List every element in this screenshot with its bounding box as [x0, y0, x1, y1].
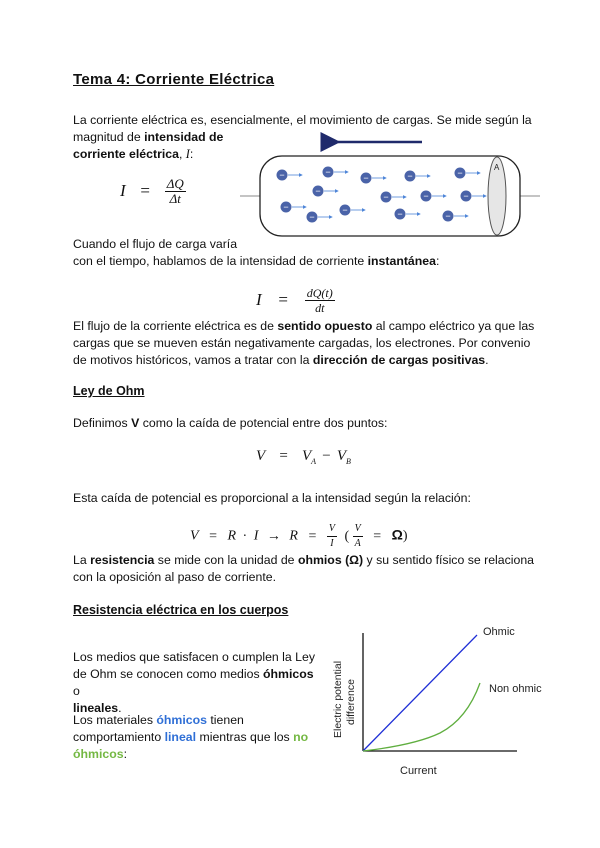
intro-var: I: [185, 147, 190, 161]
formula-intensity: [120, 177, 186, 206]
fraction-num: V: [327, 522, 337, 537]
formula-voltage: [256, 447, 351, 466]
svg-text:−: −: [363, 173, 369, 183]
flow-text: con el tiempo, hablamos de la intensidad de corriente: [73, 254, 368, 268]
cross-section-label: A: [494, 163, 500, 172]
materials-colon: :: [123, 747, 127, 761]
intro-colon: :: [189, 147, 194, 161]
materials-text-2: tienen: [206, 713, 244, 727]
formula-i: I: [253, 528, 259, 544]
intro-line-1: La corriente eléctrica es, esencialmente, el movimiento de cargas. Se mide según la: [73, 113, 532, 127]
fraction-num: dQ(t): [306, 286, 333, 300]
arrow-icon: →: [266, 528, 281, 544]
formula-lhs: I: [120, 180, 126, 200]
svg-text:−: −: [445, 211, 451, 221]
formula-eq-3: =: [373, 528, 382, 544]
ohm-def-text: Definimos: [73, 416, 132, 430]
formula-dot: ·: [242, 528, 248, 544]
resist-bold: resistencia: [90, 553, 155, 567]
ohmic-label: Ohmic: [483, 626, 515, 638]
formula-paren-open: (: [344, 528, 350, 544]
resist-line-2: con la oposición al paso de corriente.: [73, 570, 277, 584]
resistance-paragraph: [73, 552, 543, 586]
y-axis-label-1: Electric potential: [332, 660, 344, 738]
intro-bold: intensidad de: [144, 130, 224, 144]
media-line-1: Los medios que satisfacen o cumplen la Ley: [73, 650, 315, 664]
resist-line-1: [73, 552, 543, 569]
materials-ohmic: óhmicos: [156, 713, 207, 727]
formula-minus: −: [322, 448, 331, 464]
formula-fraction: [327, 522, 337, 551]
flow-line-2: [73, 253, 533, 270]
media-period: .: [118, 701, 122, 715]
media-paragraph: [73, 649, 323, 717]
formula-resistance: [190, 522, 408, 551]
svg-text:−: −: [315, 186, 321, 196]
materials-nonohmic: óhmicos: [73, 747, 124, 761]
formula-lhs: V: [256, 448, 266, 464]
svg-text:−: −: [383, 192, 389, 202]
ohmic-graph: [325, 615, 580, 780]
direction-bold-2: dirección de cargas positivas: [312, 353, 486, 367]
materials-paragraph: [73, 712, 323, 763]
fraction-den: dt: [315, 301, 325, 315]
materials-text-4: mientras que los: [196, 730, 294, 744]
intro-bold-2: corriente eléctrica: [73, 147, 179, 161]
svg-text:−: −: [397, 209, 403, 219]
svg-text:−: −: [325, 167, 331, 177]
direction-text-3: de motivos históricos, vamos a tratar con la: [73, 353, 313, 367]
svg-text:−: −: [309, 212, 315, 222]
formula-eq: =: [278, 289, 288, 309]
intro-sep: ,: [178, 147, 186, 161]
nonohmic-curve: [363, 683, 480, 751]
page-title: Tema 4: Corriente Eléctrica: [73, 71, 275, 88]
direction-line-2: cargas que se mueven están negativamente cargadas, los electrones. Por convenio: [73, 336, 531, 350]
materials-line-3: [73, 746, 323, 763]
intro-text: magnitud de: [73, 130, 145, 144]
formula-eq-2: =: [308, 528, 317, 544]
media-text: de Ohm se conocen como medios: [73, 667, 264, 681]
fraction-den: A: [354, 538, 361, 549]
fraction-den: I: [330, 538, 334, 549]
svg-text:−: −: [407, 171, 413, 181]
ohm-def-bold: V: [131, 416, 140, 430]
resist-bold-2: ohmios (Ω): [297, 553, 364, 567]
nonohmic-label: Non ohmic: [489, 683, 542, 695]
flow-bold: instantánea: [367, 254, 436, 268]
formula-r: R: [227, 528, 237, 544]
ohmic-line: [363, 635, 477, 751]
svg-text:−: −: [283, 202, 289, 212]
resist-text: La: [73, 553, 91, 567]
formula-fraction: [165, 177, 186, 206]
direction-line-3: [73, 352, 543, 369]
media-line-2: [73, 666, 323, 700]
materials-no: no: [293, 730, 309, 744]
direction-line-1: [73, 318, 543, 335]
formula-lhs: I: [256, 289, 262, 309]
wire-diagram: [240, 130, 540, 245]
resist-text-3: y su sentido físico se relaciona: [363, 553, 535, 567]
fraction-num: ΔQ: [166, 176, 184, 191]
materials-line-2: [73, 729, 323, 746]
fraction-den: Δt: [169, 191, 181, 206]
formula-va: V: [301, 448, 312, 464]
formula-lhs: V: [190, 528, 199, 544]
y-axis-label-2: difference: [345, 679, 357, 725]
bodies-heading: Resistencia eléctrica en los cuerpos: [73, 603, 289, 617]
svg-text:−: −: [342, 205, 348, 215]
resist-text-2: se mide con la unidad de: [154, 553, 298, 567]
direction-bold: sentido opuesto: [277, 319, 373, 333]
formula-instant: [256, 286, 335, 315]
fraction-num: V: [353, 522, 363, 537]
media-bold: óhmicos: [263, 667, 314, 681]
x-axis-label: Current: [400, 765, 437, 777]
direction-text: El flujo de la corriente eléctrica es de: [73, 319, 278, 333]
flow-line-1: Cuando el flujo de carga varía: [73, 237, 238, 251]
svg-text:−: −: [463, 191, 469, 201]
media-bold-2: lineales: [73, 701, 119, 715]
formula-eq: =: [279, 448, 288, 464]
flow-colon: :: [435, 254, 440, 268]
materials-text-3: comportamiento: [73, 730, 165, 744]
direction-text-2: al campo eléctrico ya que las: [372, 319, 535, 333]
formula-unit-fraction: [353, 522, 363, 551]
formula-vb: V: [336, 448, 347, 464]
direction-paragraph: [73, 318, 543, 369]
formula-va-sub: A: [311, 457, 317, 466]
materials-text: Los materiales: [73, 713, 157, 727]
materials-linear: lineal: [164, 730, 197, 744]
ohm-def-text-2: como la caída de potencial entre dos puntos:: [139, 416, 388, 430]
formula-fraction: [305, 286, 335, 315]
formula-r2: R: [289, 528, 298, 544]
flow-paragraph: [73, 236, 533, 270]
formula-eq: =: [140, 180, 150, 200]
formula-paren-close: ): [402, 528, 408, 544]
media-text-2: o: [73, 684, 80, 698]
ohm-heading: Ley de Ohm: [73, 384, 145, 398]
materials-line-1: [73, 712, 323, 729]
formula-eq: =: [209, 528, 217, 544]
ohm-definition: [73, 415, 387, 432]
formula-vb-sub: B: [346, 457, 351, 466]
proportional-text: Esta caída de potencial es proporcional a la intensidad según la relación:: [73, 491, 471, 505]
svg-text:−: −: [457, 168, 463, 178]
direction-period: .: [485, 353, 489, 367]
formula-omega: Ω: [391, 526, 403, 543]
svg-text:−: −: [279, 170, 285, 180]
svg-text:−: −: [423, 191, 429, 201]
